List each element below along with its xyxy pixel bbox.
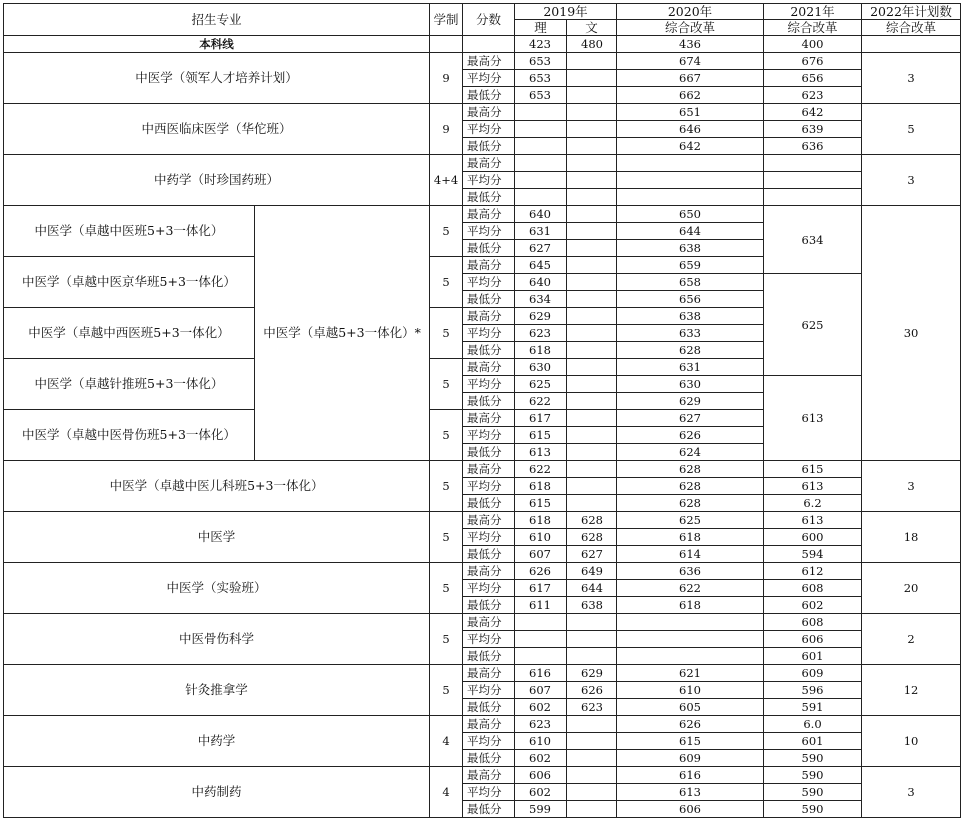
score-2020: 658 [617,274,764,291]
score-2019-li [515,189,567,206]
score-2020: 615 [617,733,764,750]
score-2019-li [515,172,567,189]
major-name: 中医学（实验班） [4,563,430,614]
table-body [4,4,961,818]
score-2020: 626 [617,716,764,733]
score-2020: 610 [617,682,764,699]
score-2019-li: 602 [515,750,567,767]
score-label: 最高分 [463,767,515,784]
table-row [4,461,961,478]
score-label: 平均分 [463,223,515,240]
score-label: 最高分 [463,206,515,223]
benke-2021: 400 [764,36,862,53]
score-2021-merged: 625 [764,274,862,376]
score-label: 最低分 [463,648,515,665]
plan-2022: 5 [862,104,961,155]
sub-major-name: 中医学（卓越中医京华班5+3一体化） [4,257,255,308]
score-2019-li: 645 [515,257,567,274]
score-2021-merged: 613 [764,376,862,461]
score-2019-wen [567,172,617,189]
score-2019-li: 611 [515,597,567,614]
table-row [4,767,961,784]
score-label: 最高分 [463,155,515,172]
score-2019-li: 599 [515,801,567,818]
plan-2022: 18 [862,512,961,563]
score-2019-wen [567,410,617,427]
score-2019-li: 631 [515,223,567,240]
major-name: 针灸推拿学 [4,665,430,716]
header-2019-li: 理 [515,20,567,36]
score-label: 最高分 [463,308,515,325]
score-2019-wen [567,257,617,274]
plan-2022: 10 [862,716,961,767]
score-2019-li: 602 [515,699,567,716]
score-2020: 622 [617,580,764,597]
score-label: 最高分 [463,512,515,529]
score-2020: 618 [617,597,764,614]
score-2020: 667 [617,70,764,87]
header-2021-sub: 综合改革 [764,20,862,36]
score-label: 平均分 [463,784,515,801]
major-duration: 9 [430,104,463,155]
score-2021: 591 [764,699,862,716]
score-2020: 605 [617,699,764,716]
score-2019-wen [567,104,617,121]
score-2020: 614 [617,546,764,563]
score-2020: 624 [617,444,764,461]
score-2021: 602 [764,597,862,614]
score-2019-wen: 644 [567,580,617,597]
score-2020: 626 [617,427,764,444]
major-duration: 5 [430,665,463,716]
score-2019-wen [567,614,617,631]
score-2019-wen [567,427,617,444]
score-2019-li: 626 [515,563,567,580]
header-2020: 2020年 [617,4,764,20]
plan-2022: 3 [862,461,961,512]
score-label: 平均分 [463,427,515,444]
score-2019-wen [567,155,617,172]
score-2020: 621 [617,665,764,682]
score-2020: 631 [617,359,764,376]
score-2019-li: 622 [515,461,567,478]
major-name: 中医学（领军人才培养计划） [4,53,430,104]
score-2021: 639 [764,121,862,138]
score-2021 [764,189,862,206]
score-2019-wen [567,750,617,767]
score-2020 [617,172,764,189]
score-2020: 609 [617,750,764,767]
score-2020: 630 [617,376,764,393]
score-2019-li: 623 [515,325,567,342]
score-2019-wen [567,53,617,70]
score-label: 平均分 [463,580,515,597]
score-label: 最低分 [463,801,515,818]
score-2020: 656 [617,291,764,308]
score-2019-wen [567,631,617,648]
benke-2020: 436 [617,36,764,53]
major-name: 中药学（时珍国药班） [4,155,430,206]
score-2021: 613 [764,512,862,529]
benke-2019-li: 423 [515,36,567,53]
score-2019-wen [567,87,617,104]
score-2019-li: 623 [515,716,567,733]
plan-2022: 3 [862,155,961,206]
score-2020: 642 [617,138,764,155]
score-label: 平均分 [463,478,515,495]
major-duration: 5 [430,461,463,512]
header-2019: 2019年 [515,4,617,20]
score-2019-wen [567,784,617,801]
group-major-name: 中医学（卓越5+3一体化）* [255,206,430,461]
score-2019-wen [567,325,617,342]
score-label: 平均分 [463,733,515,750]
header-2022-sub: 综合改革 [862,20,961,36]
score-2020 [617,631,764,648]
score-2021: 609 [764,665,862,682]
score-2020: 616 [617,767,764,784]
major-name: 中药学 [4,716,430,767]
score-2019-wen [567,223,617,240]
score-2020: 628 [617,461,764,478]
score-2021: 636 [764,138,862,155]
major-duration: 5 [430,359,463,410]
score-2020: 618 [617,529,764,546]
major-name: 中西医临床医学（华佗班） [4,104,430,155]
score-label: 最低分 [463,546,515,563]
major-duration: 5 [430,308,463,359]
plan-2022: 30 [862,206,961,461]
score-2020: 659 [617,257,764,274]
score-2019-wen [567,461,617,478]
score-2019-li [515,631,567,648]
score-2021: 615 [764,461,862,478]
score-2019-wen: 623 [567,699,617,716]
score-2021: 590 [764,784,862,801]
table-row [4,563,961,580]
major-duration: 9 [430,53,463,104]
score-2019-wen [567,308,617,325]
header-major: 招生专业 [4,4,430,36]
header-2021: 2021年 [764,4,862,20]
score-2020: 606 [617,801,764,818]
score-2021: 623 [764,87,862,104]
score-label: 最低分 [463,138,515,155]
benke-label: 本科线 [4,36,430,53]
score-2019-wen [567,240,617,257]
score-2019-wen: 649 [567,563,617,580]
score-2019-wen: 638 [567,597,617,614]
score-2019-li [515,121,567,138]
score-2019-wen: 628 [567,512,617,529]
major-name: 中医学 [4,512,430,563]
table-row [4,665,961,682]
score-label: 平均分 [463,529,515,546]
score-2020: 646 [617,121,764,138]
score-2019-li: 618 [515,478,567,495]
benke-row [4,36,961,53]
score-label: 最低分 [463,240,515,257]
score-2019-li: 622 [515,393,567,410]
score-2019-li: 615 [515,495,567,512]
major-duration: 4 [430,767,463,818]
score-2019-wen [567,291,617,308]
score-2021: 676 [764,53,862,70]
score-2019-wen [567,189,617,206]
score-2019-li [515,648,567,665]
score-2021: 608 [764,580,862,597]
score-label: 平均分 [463,70,515,87]
score-2019-wen [567,206,617,223]
score-2019-wen [567,138,617,155]
score-2019-li [515,155,567,172]
score-2021: 612 [764,563,862,580]
score-2019-wen [567,801,617,818]
score-label: 最高分 [463,410,515,427]
score-2019-li: 627 [515,240,567,257]
score-2020: 651 [617,104,764,121]
score-2019-li: 640 [515,206,567,223]
score-label: 平均分 [463,682,515,699]
score-2019-wen [567,444,617,461]
score-2019-li: 634 [515,291,567,308]
plan-2022: 20 [862,563,961,614]
score-label: 最低分 [463,291,515,308]
score-2019-li: 607 [515,682,567,699]
score-label: 平均分 [463,121,515,138]
score-2021: 613 [764,478,862,495]
score-2020 [617,648,764,665]
score-label: 最高分 [463,614,515,631]
score-2020: 628 [617,342,764,359]
score-label: 最低分 [463,342,515,359]
score-2020: 627 [617,410,764,427]
major-duration: 5 [430,206,463,257]
score-2019-li: 630 [515,359,567,376]
sub-major-name: 中医学（卓越中医班5+3一体化） [4,206,255,257]
score-label: 平均分 [463,631,515,648]
score-2019-li [515,104,567,121]
score-2020: 638 [617,240,764,257]
sub-major-name: 中医学（卓越针推班5+3一体化） [4,359,255,410]
table-row [4,614,961,631]
major-duration: 4 [430,716,463,767]
score-2019-li: 602 [515,784,567,801]
header-2022: 2022年计划数 [862,4,961,20]
major-name: 中医骨伤科学 [4,614,430,665]
score-label: 最高分 [463,461,515,478]
plan-2022: 3 [862,53,961,104]
benke-2019-wen: 480 [567,36,617,53]
score-2019-wen [567,648,617,665]
score-2021: 594 [764,546,862,563]
score-2019-li: 615 [515,427,567,444]
score-2020 [617,155,764,172]
score-2021: 6.2 [764,495,862,512]
score-2019-li: 618 [515,342,567,359]
score-2019-wen [567,359,617,376]
score-2019-wen: 628 [567,529,617,546]
score-2019-li: 610 [515,529,567,546]
table-row [4,512,961,529]
score-label: 平均分 [463,325,515,342]
score-2019-li: 610 [515,733,567,750]
score-2019-li: 617 [515,580,567,597]
score-2019-li [515,138,567,155]
score-2019-li: 618 [515,512,567,529]
table-row [4,206,961,223]
score-2020: 674 [617,53,764,70]
major-duration: 4+4 [430,155,463,206]
score-2019-wen [567,70,617,87]
score-label: 最高分 [463,257,515,274]
score-2019-li: 640 [515,274,567,291]
score-2021: 596 [764,682,862,699]
score-2019-li: 607 [515,546,567,563]
table-row [4,155,961,172]
admission-score-table [3,3,961,818]
plan-2022: 12 [862,665,961,716]
score-2019-wen [567,376,617,393]
score-2020: 636 [617,563,764,580]
score-2019-wen [567,274,617,291]
score-2019-li: 653 [515,70,567,87]
score-label: 最低分 [463,597,515,614]
plan-2022: 2 [862,614,961,665]
score-2021: 6.0 [764,716,862,733]
score-2021: 601 [764,648,862,665]
table-row [4,716,961,733]
score-2020: 662 [617,87,764,104]
score-label: 最低分 [463,495,515,512]
table-row [4,53,961,70]
score-2021: 608 [764,614,862,631]
score-2020: 628 [617,495,764,512]
score-2019-wen [567,716,617,733]
score-2019-wen: 626 [567,682,617,699]
header-2020-sub: 综合改革 [617,20,764,36]
score-label: 最高分 [463,53,515,70]
score-2020: 628 [617,478,764,495]
score-2019-li: 625 [515,376,567,393]
score-2020: 644 [617,223,764,240]
score-label: 最高分 [463,104,515,121]
score-2021: 642 [764,104,862,121]
score-2020: 650 [617,206,764,223]
score-label: 最低分 [463,87,515,104]
score-label: 最高分 [463,359,515,376]
major-duration: 5 [430,563,463,614]
score-2019-wen [567,478,617,495]
score-2019-li: 613 [515,444,567,461]
benke-duration [430,36,463,53]
score-2019-wen [567,393,617,410]
score-2019-wen [567,733,617,750]
score-2021: 656 [764,70,862,87]
score-2019-wen [567,342,617,359]
score-2021: 601 [764,733,862,750]
major-name: 中药制药 [4,767,430,818]
score-label: 最低分 [463,699,515,716]
score-label: 最低分 [463,750,515,767]
score-2021: 590 [764,767,862,784]
score-2019-li: 616 [515,665,567,682]
score-2020 [617,189,764,206]
score-2020: 638 [617,308,764,325]
score-label: 最高分 [463,563,515,580]
score-label: 最低分 [463,444,515,461]
score-label: 平均分 [463,172,515,189]
score-2019-wen: 629 [567,665,617,682]
score-label: 最低分 [463,189,515,206]
header-duration: 学制 [430,4,463,36]
score-2021: 590 [764,801,862,818]
score-2020: 633 [617,325,764,342]
score-2021 [764,172,862,189]
benke-score [463,36,515,53]
plan-2022: 3 [862,767,961,818]
score-2019-wen: 627 [567,546,617,563]
score-label: 平均分 [463,376,515,393]
score-2019-li: 653 [515,87,567,104]
score-2019-li: 629 [515,308,567,325]
score-2019-li [515,614,567,631]
score-2021: 606 [764,631,862,648]
score-2019-wen [567,767,617,784]
score-2020 [617,614,764,631]
score-2020: 613 [617,784,764,801]
score-2019-wen [567,121,617,138]
major-duration: 5 [430,410,463,461]
header-score: 分数 [463,4,515,36]
major-duration: 5 [430,257,463,308]
major-name: 中医学（卓越中医儿科班5+3一体化） [4,461,430,512]
score-2019-wen [567,495,617,512]
score-2021 [764,155,862,172]
sub-major-name: 中医学（卓越中西医班5+3一体化） [4,308,255,359]
score-label: 最高分 [463,665,515,682]
major-duration: 5 [430,512,463,563]
score-2021-merged: 634 [764,206,862,274]
score-2019-li: 606 [515,767,567,784]
score-2021: 590 [764,750,862,767]
header-2019-wen: 文 [567,20,617,36]
score-2021: 600 [764,529,862,546]
score-label: 平均分 [463,274,515,291]
major-duration: 5 [430,614,463,665]
score-2020: 629 [617,393,764,410]
score-label: 最低分 [463,393,515,410]
score-2019-li: 617 [515,410,567,427]
score-2020: 625 [617,512,764,529]
sub-major-name: 中医学（卓越中医骨伤班5+3一体化） [4,410,255,461]
score-2019-li: 653 [515,53,567,70]
header-row-1 [4,4,961,20]
benke-2022 [862,36,961,53]
score-label: 最高分 [463,716,515,733]
table-row [4,104,961,121]
